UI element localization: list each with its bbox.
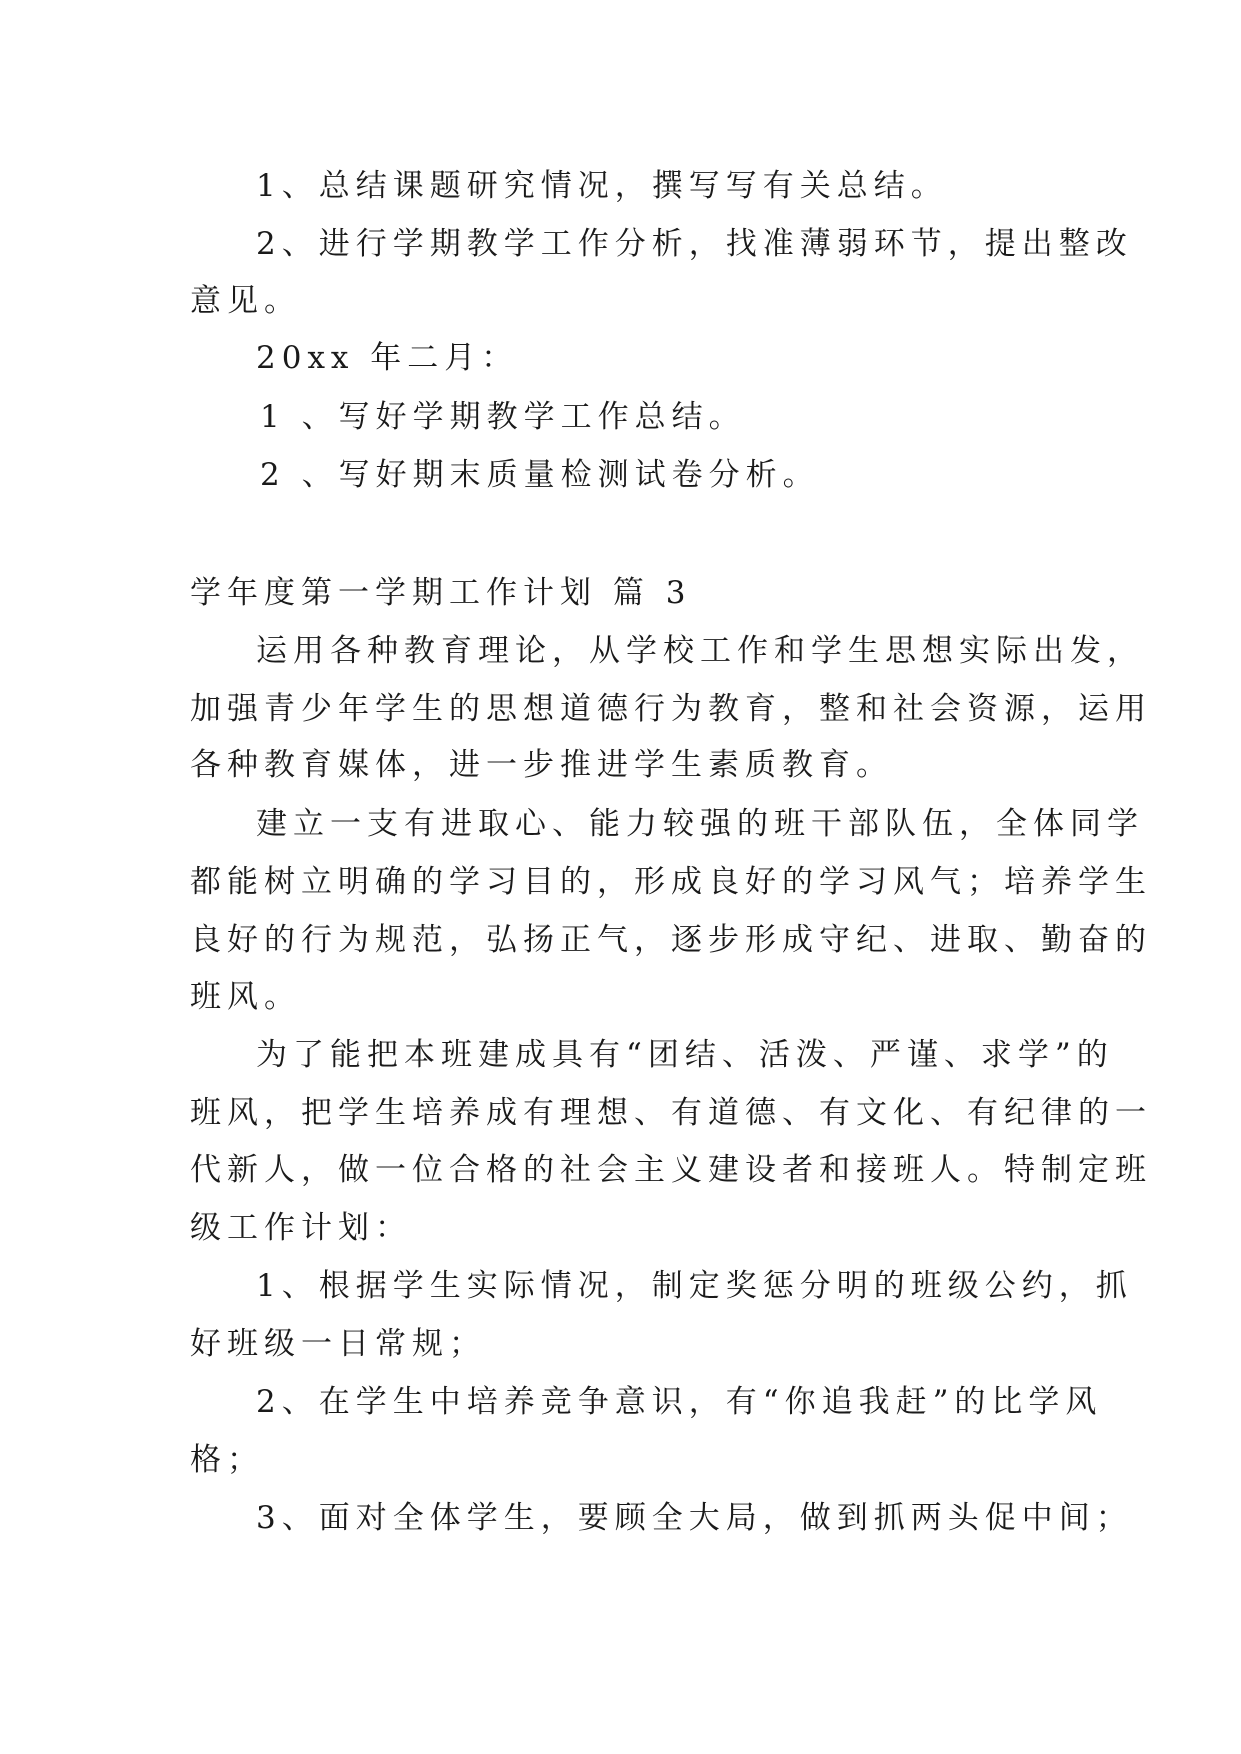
paragraph-line: 1、总结课题研究情况，撰写写有关总结。 bbox=[256, 168, 948, 204]
paragraph-line: 级工作计划： bbox=[190, 1210, 412, 1246]
paragraph-line: 班风，把学生培养成有理想、有道德、有文化、有纪律的一 bbox=[190, 1095, 1152, 1131]
paragraph-line: 2、进行学期教学工作分析，找准薄弱环节，提出整改 bbox=[256, 226, 1133, 262]
paragraph-line: 意见。 bbox=[190, 283, 301, 319]
paragraph-line: 建立一支有进取心、能力较强的班干部队伍，全体同学 bbox=[256, 806, 1144, 842]
date-heading: 20xx 年二月： bbox=[256, 340, 519, 376]
paragraph-line: 2 、写好期末质量检测试卷分析。 bbox=[260, 457, 820, 493]
paragraph-line: 好班级一日常规； bbox=[190, 1326, 486, 1362]
paragraph-line: 加强青少年学生的思想道德行为教育，整和社会资源，运用 bbox=[190, 691, 1152, 727]
paragraph-line: 格； bbox=[190, 1442, 264, 1478]
paragraph-line: 运用各种教育理论，从学校工作和学生思想实际出发， bbox=[256, 633, 1144, 669]
paragraph-line: 为了能把本班建成具有“团结、活泼、严谨、求学”的 bbox=[256, 1037, 1114, 1073]
paragraph-line: 良好的行为规范，弘扬正气，逐步形成守纪、进取、勤奋的 bbox=[190, 922, 1152, 958]
paragraph-line: 班风。 bbox=[190, 979, 301, 1015]
section-heading: 学年度第一学期工作计划 篇 3 bbox=[190, 575, 692, 611]
paragraph-line: 各种教育媒体，进一步推进学生素质教育。 bbox=[190, 747, 893, 783]
paragraph-line: 1 、写好学期教学工作总结。 bbox=[260, 399, 746, 435]
paragraph-line: 2、在学生中培养竞争意识，有“你追我赶”的比学风 bbox=[256, 1384, 1103, 1420]
paragraph-line: 代新人，做一位合格的社会主义建设者和接班人。特制定班 bbox=[190, 1152, 1152, 1188]
paragraph-line: 3、面对全体学生，要顾全大局，做到抓两头促中间； bbox=[256, 1500, 1133, 1536]
paragraph-line: 都能树立明确的学习目的，形成良好的学习风气；培养学生 bbox=[190, 864, 1152, 900]
paragraph-line: 1、根据学生实际情况，制定奖惩分明的班级公约，抓 bbox=[256, 1268, 1133, 1304]
